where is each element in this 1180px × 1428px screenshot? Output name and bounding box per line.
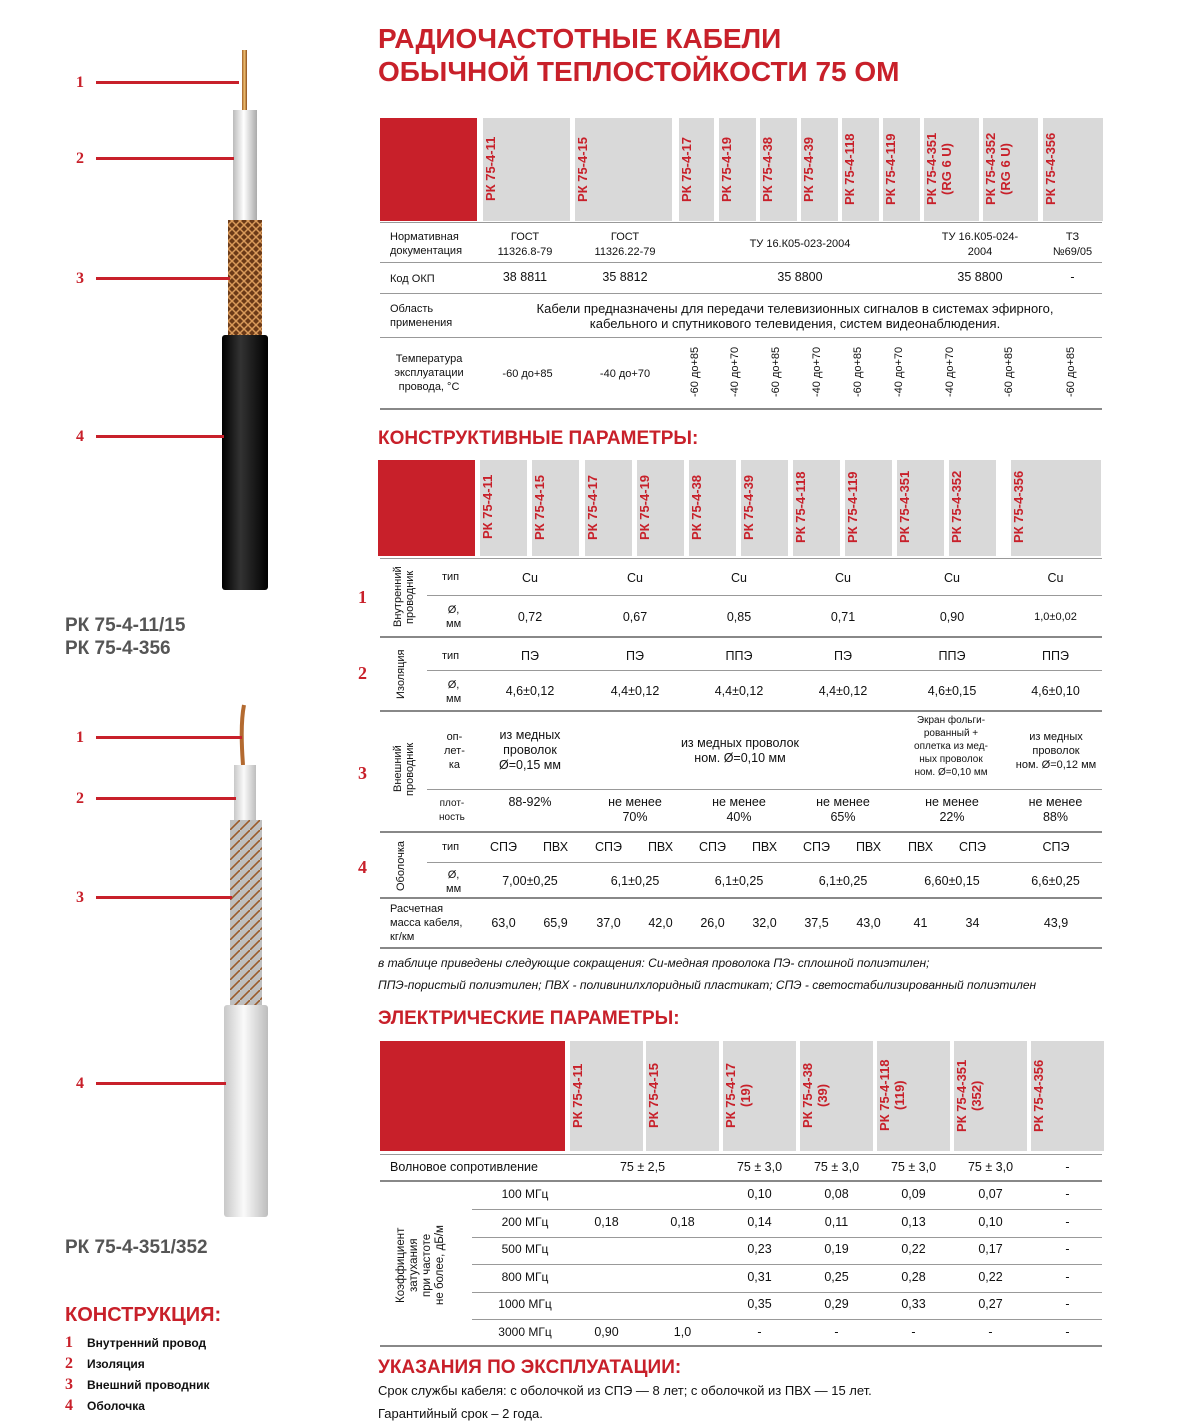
- param-cell: СПЭ: [803, 840, 830, 854]
- param-cell: не менее 70%: [608, 795, 662, 824]
- atten-cell: -: [1065, 1269, 1070, 1284]
- atten-cell: 0,10: [978, 1214, 1003, 1229]
- mass-cell: 37,5: [804, 916, 829, 930]
- callout-3: 3: [76, 270, 84, 287]
- okp-cell: 35 8800: [957, 270, 1003, 284]
- atten-cell: -: [1065, 1214, 1070, 1229]
- param-cell: 7,00±0,25: [502, 874, 558, 888]
- temp-cell: -40 до+70: [893, 346, 905, 398]
- area-label: Область применения: [390, 303, 453, 329]
- legend-item: 2 Изоляция: [65, 1355, 145, 1372]
- construction-title: КОНСТРУКЦИЯ:: [65, 1304, 222, 1326]
- section-title-construct: КОНСТРУКТИВНЫЕ ПАРАМЕТРЫ:: [378, 428, 699, 449]
- param-cell: Cu: [1047, 571, 1064, 585]
- temp-cell: -60 до+85: [502, 368, 553, 380]
- callout-3b: 3: [76, 889, 84, 906]
- divider: [472, 1237, 1102, 1238]
- model-header: РК 75-4-38 (39): [800, 1062, 830, 1129]
- temp-cell: -60 до+85: [1003, 346, 1015, 398]
- group-number: 2: [358, 663, 367, 683]
- atten-cell: 0,29: [824, 1297, 849, 1311]
- atten-cell: 0,22: [901, 1242, 926, 1256]
- leader-line: [96, 896, 232, 899]
- model-header: РК 75-4-19: [637, 474, 652, 540]
- freq-label: 500 МГц: [501, 1242, 549, 1256]
- freq-label: 200 МГц: [501, 1214, 549, 1229]
- atten-cell: -: [1065, 1297, 1070, 1311]
- section-title-electric: ЭЛЕКТРИЧЕСКИЕ ПАРАМЕТРЫ:: [378, 1008, 680, 1029]
- atten-cell: 0,18: [670, 1214, 695, 1229]
- param-cell: 4,6±0,10: [1031, 684, 1080, 698]
- sub-label: Ø, мм: [446, 679, 462, 705]
- imp-cell: 75 ± 3,0: [890, 1160, 937, 1174]
- sub-label: Ø, мм: [446, 604, 462, 630]
- model-header: РК 75-4-119: [883, 133, 898, 205]
- cable-name-2: РК 75-4-356: [65, 638, 171, 659]
- okp-cell: 35 8800: [777, 270, 823, 284]
- group-label: Внутренний проводник: [392, 566, 416, 628]
- param-cell: 6,1±0,25: [610, 874, 660, 888]
- norm-cell: ТЗ №69/05: [1052, 231, 1093, 258]
- model-header: РК 75-4-118: [842, 133, 857, 205]
- atten-cell: 0,90: [594, 1324, 619, 1339]
- model-header: РК 75-4-17: [585, 474, 600, 540]
- leader-line: [96, 1082, 226, 1085]
- param-cell: не менее 65%: [816, 795, 870, 824]
- param-cell: СПЭ: [1042, 840, 1070, 854]
- norm-cell: ТУ 16.К05-024- 2004: [941, 231, 1019, 258]
- atten-cell: -: [911, 1324, 916, 1339]
- temp-cell: -60 до+85: [770, 346, 782, 398]
- model-header: РК 75-4-351: [897, 470, 912, 544]
- divider: [472, 1209, 1102, 1210]
- mass-cell: 43,9: [1043, 916, 1069, 930]
- mass-cell: 32,0: [752, 916, 777, 930]
- model-header: РК 75-4-39: [741, 474, 756, 540]
- leader-line: [96, 157, 234, 160]
- mass-label: Расчетная масса кабеля, кг/км: [390, 903, 463, 943]
- atten-cell: 0,17: [978, 1242, 1003, 1256]
- mass-cell: 43,0: [856, 916, 881, 930]
- model-header: РК 75-4-118 (119): [877, 1059, 907, 1132]
- section-title-ops: УКАЗАНИЯ ПО ЭКСПЛУАТАЦИИ:: [378, 1357, 682, 1378]
- temp-cell: -60 до+85: [852, 346, 864, 398]
- legend-item: 3 Внешний проводник: [65, 1376, 210, 1393]
- cable-name-1: РК 75-4-11/15: [65, 615, 186, 636]
- param-cell: ПЭ: [521, 649, 539, 663]
- model-header: РК 75-4-11: [570, 1063, 585, 1128]
- model-header: РК 75-4-38: [760, 136, 775, 202]
- footnote: ППЭ-пористый полиэтилен; ПВХ - поливинилхлоридный пластикат; СПЭ - светостабилизированный полиэтилен: [378, 978, 1037, 992]
- atten-cell: 0,22: [978, 1269, 1003, 1284]
- atten-cell: 0,31: [747, 1269, 772, 1284]
- legend-item: 1 Внутренний провод: [65, 1334, 207, 1351]
- atten-cell: -: [988, 1324, 993, 1339]
- param-cell: 4,6±0,15: [927, 684, 977, 698]
- param-cell: 6,1±0,25: [818, 874, 868, 888]
- atten-cell: 0,10: [747, 1187, 772, 1201]
- norm-cell: ТУ 16.К05-023-2004: [749, 238, 851, 250]
- temp-cell: -40 до+70: [599, 368, 651, 380]
- param-cell: 0,72: [517, 610, 543, 624]
- mass-cell: 26,0: [700, 916, 725, 930]
- param-cell: ППЭ: [938, 649, 966, 663]
- atten-cell: 0,14: [747, 1214, 772, 1229]
- okp-label: Код ОКП: [390, 273, 435, 285]
- param-cell: 4,6±0,12: [505, 684, 555, 698]
- okp-cell: 35 8812: [602, 270, 648, 284]
- okp-cell: 38 8811: [502, 270, 548, 284]
- group-number: 4: [358, 857, 367, 877]
- param-cell: ПВХ: [855, 840, 882, 854]
- imp-cell: 75 ± 3,0: [813, 1160, 860, 1174]
- model-header: РК 75-4-15: [646, 1062, 661, 1129]
- model-header: РК 75-4-351 (RG 6 U): [924, 132, 954, 206]
- atten-cell: 0,23: [747, 1242, 772, 1256]
- header-red-block: [380, 118, 477, 221]
- imp-cell: 75 ± 3,0: [967, 1160, 1014, 1174]
- model-header: РК 75-4-119: [845, 471, 860, 543]
- norm-label: Нормативная документация: [390, 231, 463, 257]
- area-text: Кабели предназначены для передачи телевизионных сигналов в системах эфирного, кабельного и спутникового телевидения, систем видеонаблюдения.: [536, 301, 1054, 331]
- model-header: РК 75-4-17: [679, 136, 694, 202]
- mass-cell: 42,0: [648, 916, 673, 930]
- atten-cell: 0,33: [901, 1297, 926, 1311]
- param-cell: 6,60±0,15: [924, 874, 980, 888]
- param-cell: 4,4±0,12: [714, 684, 764, 698]
- param-cell: 4,4±0,12: [610, 684, 660, 698]
- param-cell: СПЭ: [595, 840, 622, 854]
- param-cell: 0,85: [726, 610, 752, 624]
- param-cell: 0,67: [622, 610, 648, 624]
- braid-cell: Экран фольги- рованный + оплетка из мед- ных проволок ном. Ø=0,10 мм: [914, 715, 988, 778]
- param-cell: 6,6±0,25: [1031, 874, 1080, 888]
- param-cell: не менее 88%: [1028, 795, 1083, 824]
- atten-cell: -: [834, 1324, 839, 1339]
- param-cell: 0,90: [939, 610, 965, 624]
- temp-cell: -40 до+70: [811, 346, 823, 398]
- param-cell: ПВХ: [647, 840, 674, 854]
- model-header: РК 75-4-38: [689, 474, 704, 540]
- atten-cell: 0,27: [978, 1297, 1003, 1311]
- group-label: Изоляция: [395, 649, 407, 699]
- model-header: РК 75-4-11: [480, 474, 495, 540]
- atten-cell: 0,11: [824, 1214, 849, 1229]
- param-cell: ПВХ: [907, 840, 934, 854]
- impedance-label: Волновое сопротивление: [390, 1160, 538, 1174]
- sub-label: Ø, мм: [446, 869, 462, 895]
- atten-cell: 0,07: [978, 1187, 1003, 1201]
- model-header: РК 75-4-352 (RG 6 U): [983, 132, 1013, 206]
- sub-label: тип: [442, 650, 460, 662]
- atten-cell: -: [757, 1324, 762, 1339]
- atten-cell: -: [1065, 1242, 1070, 1256]
- param-cell: не менее 40%: [712, 795, 766, 824]
- freq-label: 800 МГц: [501, 1269, 549, 1284]
- sub-label: плот- ность: [439, 798, 465, 823]
- leader-line: [96, 277, 230, 280]
- ops-line: Срок службы кабеля: с оболочкой из СПЭ — 8 лет; с оболочкой из ПВХ — 15 лет.: [378, 1383, 872, 1398]
- atten-cell: 0,13: [901, 1214, 926, 1229]
- param-cell: 88-92%: [508, 795, 552, 809]
- param-cell: ПВХ: [542, 840, 569, 854]
- param-cell: ППЭ: [1042, 649, 1069, 663]
- leader-line: [96, 435, 224, 438]
- group-number: 3: [358, 763, 367, 783]
- param-cell: Cu: [627, 571, 643, 585]
- norm-cell: ГОСТ 11326.22-79: [594, 231, 656, 258]
- braid-cell: из медных проволок ном. Ø=0,12 мм: [1015, 731, 1097, 771]
- footnote: в таблице приведены следующие сокращения: Cu-медная проволока ПЭ- сплошной полиэтилен;: [378, 956, 930, 970]
- param-cell: ПЭ: [626, 649, 644, 663]
- model-header: РК 75-4-15: [532, 474, 547, 540]
- okp-cell: -: [1070, 270, 1075, 284]
- page-title: РАДИОЧАСТОТНЫЕ КАБЕЛИ ОБЫЧНОЙ ТЕПЛОСТОЙКОСТИ 75 ОМ: [378, 23, 900, 87]
- imp-cell: 75 ± 2,5: [619, 1160, 666, 1174]
- group-label: Оболочка: [395, 840, 407, 892]
- model-header: РК 75-4-17 (19): [723, 1062, 753, 1129]
- freq-label: 3000 МГц: [498, 1324, 552, 1339]
- model-header: РК 75-4-39: [801, 136, 816, 202]
- sub-label: тип: [442, 571, 460, 583]
- atten-cell: -: [1065, 1187, 1070, 1201]
- leader-line: [96, 797, 236, 800]
- atten-cell: -: [1065, 1324, 1070, 1339]
- mass-cell: 63,0: [491, 916, 516, 930]
- param-cell: не менее 22%: [925, 795, 979, 824]
- sub-label: оп- лет- ка: [444, 731, 465, 771]
- temp-cell: -60 до+85: [689, 346, 701, 398]
- param-cell: ПВХ: [751, 840, 778, 854]
- model-header: РК 75-4-15: [575, 136, 590, 202]
- model-header: РК 75-4-351 (352): [954, 1059, 984, 1132]
- model-header: РК 75-4-356: [1011, 470, 1026, 544]
- leader-line: [96, 81, 239, 84]
- atten-cell: 0,28: [901, 1269, 926, 1284]
- param-cell: Cu: [835, 571, 851, 585]
- model-header: РК 75-4-19: [719, 136, 734, 202]
- temp-label: Температура эксплуатации провода, °С: [394, 353, 464, 393]
- atten-cell: 0,25: [824, 1269, 849, 1284]
- mass-cell: 34: [965, 916, 980, 930]
- model-header: РК 75-4-11: [483, 136, 498, 202]
- model-header: РК 75-4-356: [1043, 132, 1058, 206]
- param-cell: 1,0±0,02: [1034, 611, 1077, 623]
- param-cell: СПЭ: [699, 840, 726, 854]
- callout-4: 4: [76, 428, 84, 445]
- callout-2: 2: [76, 150, 84, 167]
- temp-cell: -40 до+70: [729, 346, 741, 398]
- param-cell: Cu: [522, 571, 538, 585]
- model-header: РК 75-4-356: [1031, 1059, 1046, 1132]
- sub-label: тип: [442, 841, 460, 853]
- callout-4b: 4: [76, 1075, 84, 1092]
- temp-cell: -60 до+85: [1065, 346, 1077, 398]
- norm-cell: ГОСТ 11326.8-79: [497, 231, 553, 258]
- atten-cell: 0,19: [824, 1242, 849, 1256]
- freq-label: 100 МГц: [501, 1187, 549, 1201]
- leader-line: [96, 736, 242, 739]
- model-header: РК 75-4-118: [793, 471, 808, 543]
- param-cell: ПЭ: [834, 649, 852, 663]
- group-label: Внешний проводник: [392, 742, 416, 796]
- atten-cell: 1,0: [673, 1324, 692, 1339]
- callout-2b: 2: [76, 790, 84, 807]
- callout-1: 1: [76, 74, 84, 91]
- atten-cell: 0,09: [901, 1187, 926, 1201]
- legend-item: 4 Оболочка: [65, 1397, 145, 1414]
- atten-cell: 0,18: [594, 1214, 619, 1229]
- mass-cell: 41: [913, 916, 928, 930]
- param-cell: Cu: [731, 571, 747, 585]
- header-red-block: [380, 1041, 565, 1151]
- param-cell: 4,4±0,12: [818, 684, 868, 698]
- atten-cell: 0,08: [824, 1187, 849, 1201]
- imp-cell: 75 ± 3,0: [736, 1160, 783, 1174]
- imp-cell: -: [1065, 1160, 1070, 1174]
- mass-cell: 37,0: [596, 916, 621, 930]
- freq-label: 1000 МГц: [498, 1297, 552, 1311]
- param-cell: 6,1±0,25: [714, 874, 764, 888]
- param-cell: 0,71: [830, 610, 856, 624]
- param-cell: СПЭ: [490, 840, 517, 854]
- header-red-block: [378, 460, 475, 556]
- braid-cell: из медных проволок ном. Ø=0,10 мм: [680, 736, 800, 765]
- cable-name-3: РК 75-4-351/352: [65, 1237, 208, 1258]
- callout-1b: 1: [76, 729, 84, 746]
- param-cell: СПЭ: [959, 840, 986, 854]
- param-cell: ППЭ: [725, 649, 753, 663]
- divider: [472, 1319, 1102, 1320]
- divider: [472, 1292, 1102, 1293]
- ops-line: Гарантийный срок – 2 года.: [378, 1406, 543, 1421]
- mass-cell: 65,9: [543, 916, 568, 930]
- param-cell: Cu: [944, 571, 960, 585]
- atten-cell: 0,35: [747, 1297, 772, 1311]
- divider: [472, 1264, 1102, 1265]
- model-header: РК 75-4-352: [949, 470, 964, 544]
- braid-cell: из медных проволок Ø=0,15 мм: [498, 728, 561, 772]
- attenuation-label: Коэффициент затухания при частоте не более, дБ/м: [395, 1225, 446, 1305]
- temp-cell: -40 до+70: [944, 346, 956, 398]
- group-number: 1: [358, 587, 367, 607]
